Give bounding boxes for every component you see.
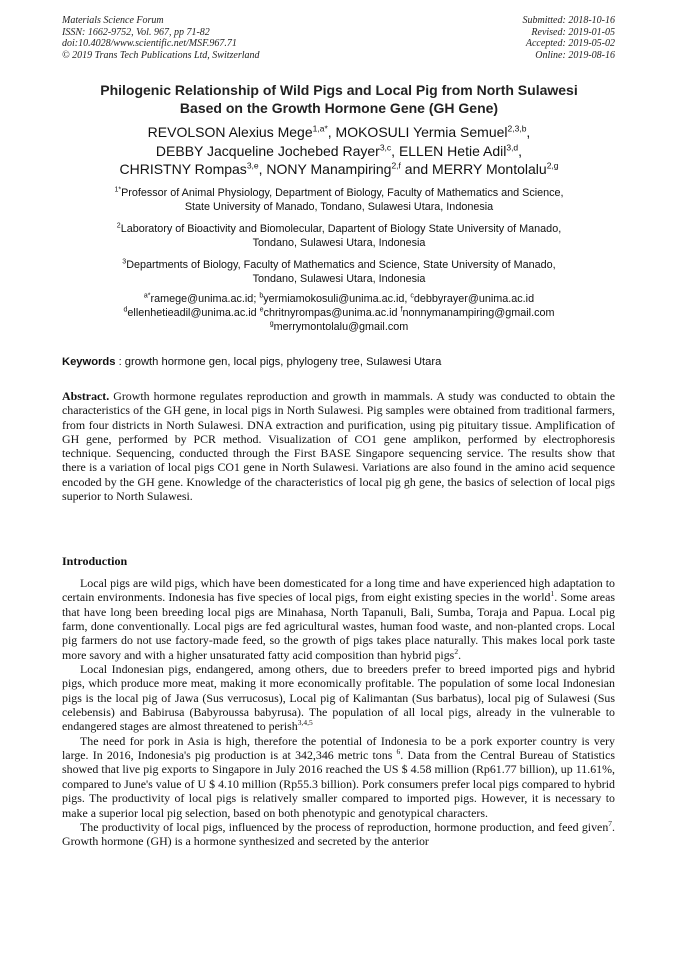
paragraph-text: . Growth hormone (GH) is a hormone synthesized and secreted by the anterior — [62, 819, 615, 849]
author-sep: , — [526, 124, 531, 140]
email-link[interactable]: merrymontolalu@gmail.com — [273, 321, 409, 333]
title-line-2: Based on the Growth Hormone Gene (GH Gene) — [179, 100, 499, 116]
keywords-text: : growth hormone gen, local pigs, phylogeny tree, Sulawesi Utara — [115, 356, 442, 368]
revised-date: Revised: 2019-01-05 — [531, 26, 615, 38]
introduction-body — [62, 576, 615, 849]
paragraph — [62, 734, 615, 820]
affiliation-text: Tondano, Sulawesi Utara, Indonesia — [252, 237, 426, 249]
paragraph-text: . — [458, 647, 462, 662]
email-sup: d — [123, 306, 128, 314]
affiliation-text: Professor of Animal Physiology, Department of Biology, Faculty of Mathematics and Science, — [121, 187, 564, 199]
email-link[interactable]: nonnymanampiring@gmail.com — [402, 307, 555, 319]
email-sup: e — [259, 306, 264, 314]
email-sup: b — [259, 292, 264, 300]
paragraph — [62, 662, 615, 734]
email-link[interactable]: ramege@unima.ac.id; — [150, 293, 260, 305]
submitted-date: Submitted: 2018-10-16 — [522, 15, 615, 26]
keywords-label: Keywords — [62, 356, 116, 368]
author-name: REVOLSON Alexius Mege — [147, 124, 313, 140]
author-sup: 1,a* — [312, 123, 328, 134]
affiliation-text: State University of Manado, Tondano, Sulawesi Utara, Indonesia — [184, 201, 494, 213]
email-sup: a* — [143, 292, 151, 300]
affiliation-2 — [40, 222, 638, 250]
affiliation-sup: 2 — [116, 222, 121, 230]
issn: ISSN: 1662-9752, Vol. 967, pp 71-82 — [62, 26, 210, 38]
email-link[interactable]: yermiamokosuli@unima.ac.id, — [263, 293, 411, 305]
affiliation-1 — [40, 186, 638, 214]
affiliation-text: Laboratory of Bioactivity and Biomolecular, Dapartent of Biology State University of Manado, — [120, 223, 562, 235]
email-sup: f — [400, 306, 403, 314]
author-line-2 — [40, 142, 638, 161]
citation[interactable]: 6 — [396, 747, 401, 757]
author-line-1 — [40, 123, 638, 142]
title-line-1: Philogenic Relationship of Wild Pigs and Local Pig from North Sulawesi — [100, 82, 578, 98]
author-name: MERRY Montolalu — [432, 161, 547, 177]
doi: doi:10.4028/www.scientific.net/MSF.967.71 — [62, 38, 237, 49]
paragraph-text: . Some areas that have long been breeding local pigs are Minahasa, North Tapanuli, Bali, Sumba, Toraja and Papua. Local pig farm, done conventionally. Local pigs are fed agricultural wastes, human food waste, and non-planted crops. Local pig farmers do not use factory-made feed, so the growth of pigs takes place naturally. This makes local pork taste more savory and with a higher unsaturated fatty acid composition than hybrid pigs — [62, 590, 615, 662]
section-heading-introduction: Introduction — [62, 554, 128, 568]
author-name: ELLEN Hetie Adil — [398, 142, 507, 159]
author-sup: 3,e — [246, 160, 259, 171]
author-sup: 3,d — [506, 141, 519, 152]
author-name: CHRISTNY Rompas — [119, 161, 247, 177]
paragraph — [62, 820, 615, 849]
affiliation-text: Tondano, Sulawesi Utara, Indonesia — [252, 273, 426, 285]
author-sep: , — [391, 142, 399, 159]
email-link[interactable]: chritnyrompas@unima.ac.id — [263, 307, 401, 319]
journal-name: Materials Science Forum — [62, 15, 164, 26]
citation[interactable]: 2 — [454, 646, 459, 656]
paragraph-text: . Data from the Central Bureau of Statistics showed that live pig exports to Singapore in July 2016 reached the US $ 4.58 million (Rp61.77 billion), up 11.61%, compared to June's value of U $ 4.10 million (Rp55.3 billion). Pork consumers prefer local pigs compared to hybrid pigs. The productivity of local pigs is relatively smaller compared to imported pigs. However, it is necessary to make a superior local pig selection, based on both phenotypic and genotypical characters. — [62, 748, 615, 820]
author-sep: , — [258, 161, 267, 177]
author-sup: 3,c — [379, 141, 392, 152]
citation[interactable]: 3,4,5 — [297, 718, 313, 728]
online-date: Online: 2019-08-16 — [535, 49, 615, 61]
paragraph-text: Local Indonesian pigs, endangered, among others, due to breeders prefer to breed imported pigs and hybrid pigs, which produce more meat, making it more economically profitable. The population of some local Indonesian pigs is the local pig of Jawa (Sus verrucosus), Local pig of Kalimantan (Sus barbatus), local pig of Sulawesi (Sus celebensis) and Babirusa (Babyroussa babyrusa). The population of all local pigs, already in the vulnerable to endangered stages are almost threatened to perish — [62, 662, 615, 734]
abstract-label: Abstract. — [62, 389, 110, 403]
affiliation-3 — [40, 258, 638, 286]
accepted-date: Accepted: 2019-05-02 — [525, 38, 615, 49]
author-name: DEBBY Jacqueline Jochebed Rayer — [155, 142, 380, 159]
author-sep: , — [518, 142, 523, 159]
publication-dates — [523, 15, 616, 61]
affiliation-sup: 3 — [122, 258, 127, 266]
citation[interactable]: 1 — [550, 589, 555, 599]
paragraph — [62, 576, 615, 662]
author-sup: 2,f — [391, 160, 401, 171]
copyright: © 2019 Trans Tech Publications Ltd, Switzerland — [62, 49, 260, 61]
author-sup: 2,3,b — [507, 123, 527, 134]
email-sup: c — [410, 292, 414, 300]
paragraph-text: Local pigs are wild pigs, which have been domesticated for a long time and have experienced high adaptation to certain environments. Indonesia has five species of local pigs, from eight existing species in the world — [62, 576, 615, 605]
abstract-text: Growth hormone regulates reproduction and growth in mammals. A study was conducted to obtain the characteristics of the GH gene, in local pigs in North Sulawesi. Pig samples were obtained from traditional farmers, from four districts in North Sulawesi. DNA extraction and purification, using pig pituitary tissue. Amplification of GH gene, performed by PCR method. Visualization of CO1 gene amplikon, performed by electrophoresis technique. Sequencing, conducted through the First BASE Singapore sequencing service. The results show that there is a variation of local pigs CO1 gene in North Sulawesi. Variations are also found in the amino acid sequence encoded by the GH gene. Knowledge of the characteristics of local pig gh gene, the basics of selection of local pigs superior to North Sulawesi. — [62, 389, 615, 504]
author-sep: , — [327, 124, 336, 140]
author-sup: 2,g — [546, 160, 559, 171]
citation[interactable]: 7 — [608, 818, 613, 828]
journal-info — [62, 15, 260, 61]
author-name: MOKOSULI Yermia Semuel — [335, 124, 508, 140]
email-link[interactable]: ellenhetieadil@unima.ac.id — [127, 307, 260, 319]
author-list — [40, 123, 638, 179]
journal-header — [62, 15, 615, 65]
paragraph-text: The need for pork in Asia is high, therefore the potential of Indonesia to be a pork exporter country is very large. In 2016, Indonesia's pig production is at 342,346 metric tons — [62, 733, 615, 763]
author-name: NONY Manampiring — [266, 161, 392, 177]
email-sup: g — [269, 320, 274, 328]
author-sep: and — [400, 161, 433, 177]
abstract — [62, 389, 615, 503]
affiliation-sup: 1* — [114, 186, 122, 194]
author-emails — [40, 292, 638, 334]
paragraph-text: The productivity of local pigs, influenced by the process of reproduction, hormone production, and feed given — [80, 819, 609, 834]
affiliation-text: Departments of Biology, Faculty of Mathematics and Science, State University of Manado, — [126, 259, 556, 271]
email-link[interactable]: debbyrayer@unima.ac.id — [413, 293, 535, 305]
keywords — [62, 355, 616, 369]
author-line-3 — [40, 160, 638, 179]
paper-title — [40, 81, 638, 117]
